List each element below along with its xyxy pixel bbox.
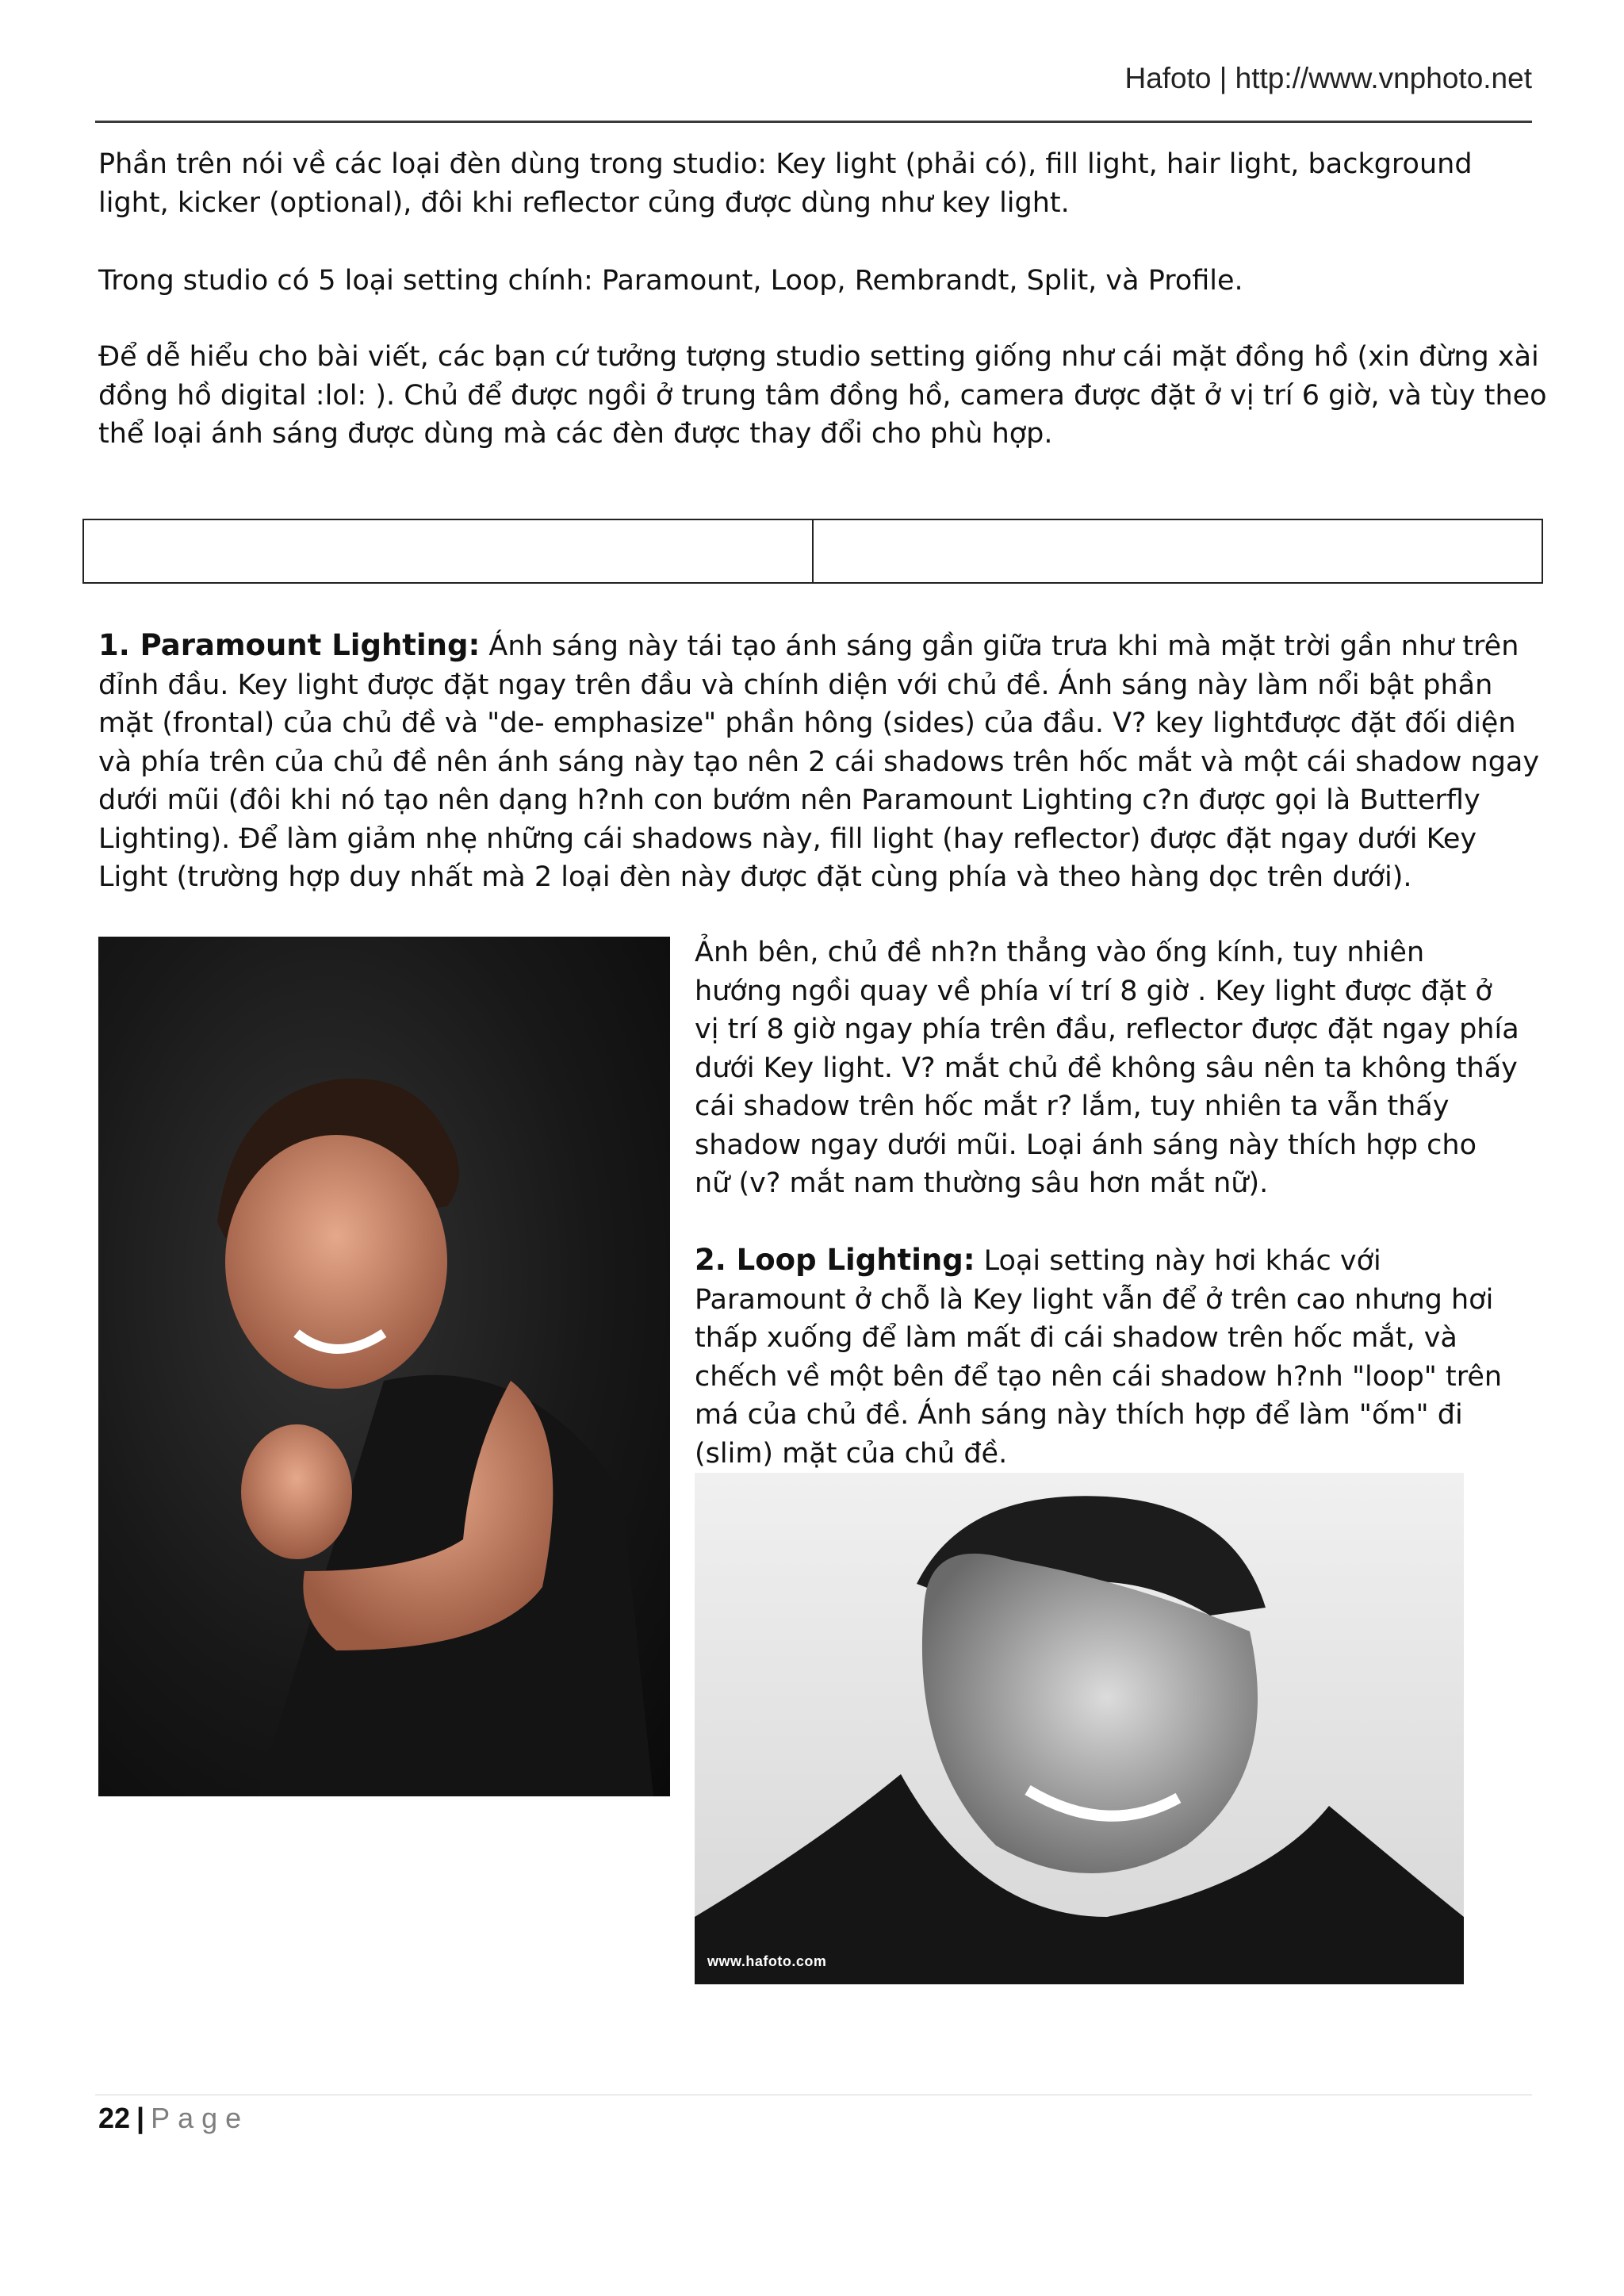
intro-paragraph-1: Phần trên nói về các loại đèn dùng trong studio: Key light (phải có), fill light, hair light, background light, kicker (optional), đôi khi reflector củng được dùng như key light. [98, 148, 1473, 219]
footer-separator: | [136, 2102, 145, 2134]
page-header [95, 56, 1532, 123]
page-number: 22 [98, 2102, 131, 2134]
header-text: Hafoto | http://www.vnphoto.net [1124, 62, 1532, 94]
paramount-side-text: Ảnh bên, chủ đề nh?n thẳng vào ống kính, tuy nhiên hướng ngồi quay về phía ví trí 8 giờ . Key light được đặt ở vị trí 8 giờ ngay phía trên đầu, reflector được đặt ngay phía dưới Key light. V? mắt chủ đề không sâu nên ta không thấy cái shadow trên hốc mắt r? lắm, tuy nhiên ta vẫn thấy shadow ngay dưới mũi. Loại ánh sáng này thích hợp cho nữ (v? mắt nam thường sâu hơn mắt nữ). [695, 937, 1519, 1199]
table-cell-right [812, 520, 1542, 582]
paramount-portrait-illustration [98, 937, 670, 1796]
intro-paragraph-2: Trong studio có 5 loại setting chính: Paramount, Loop, Rembrandt, Split, và Profile. [98, 265, 1243, 297]
paramount-body: Ánh sáng này tái tạo ánh sáng gần giữa trưa khi mà mặt trời gần như trên đỉnh đầu. Key light được đặt ngay trên đầu và chính diện với chủ đề. Ánh sáng này làm nổi bật phần mặt (frontal) của chủ đề và "de- emphasize" phần hông (sides) của đầu. V? key lightđược đặt đối diện và phía trên của chủ đề nên ánh sáng này tạo nên 2 cái shadows trên hốc mắt và một cái shadow ngay dưới mũi (đôi khi nó tạo nên dạng h?nh con bướm nên Paramount Lighting c?n được gọi là Butterfly Lighting). Để làm giảm nhẹ những cái shadows này, fill light (hay reflector) được đặt ngay dưới Key Light (trường hợp duy nhất mà 2 loại đèn này được đặt cùng phía và theo hàng dọc trên dưới). [98, 631, 1540, 893]
empty-table [82, 519, 1543, 584]
loop-section [695, 1241, 1519, 1473]
table-cell-left [84, 520, 812, 582]
loop-heading: 2. Loop Lighting: [695, 1243, 975, 1277]
photo-watermark: www.hafoto.com [707, 1953, 827, 1969]
intro-paragraph-3: Để dễ hiểu cho bài viết, các bạn cứ tưởng tượng studio setting giống như cái mặt đồng hồ (xin đừng xài đồng hồ digital :lol: ). Chủ để được ngồi ở trung tâm đồng hồ, camera được đặt ở vị trí 6 giờ, và tùy theo thể loại ánh sáng được dùng mà các đèn được thay đổi cho phù hợp. [98, 341, 1547, 450]
paramount-photo [98, 937, 670, 1796]
paramount-section [98, 627, 1546, 897]
paramount-heading: 1. Paramount Lighting: [98, 628, 481, 662]
page-label: Page [151, 2102, 250, 2134]
loop-portrait-illustration [695, 1473, 1464, 1984]
loop-body: Loại setting này hơi khác với Paramount ở chỗ là Key light vẫn để ở trên cao nhưng hơi thấp xuống để làm mất đi cái shadow trên hốc mắt, và chếch về một bên để tạo nên cái shadow h?nh "loop" trên má của chủ đề. Ánh sáng này thích hợp để làm "ốm" đi (slim) mặt của chủ đề. [695, 1245, 1503, 1470]
page-footer [98, 2102, 249, 2135]
loop-photo [695, 1473, 1464, 1984]
